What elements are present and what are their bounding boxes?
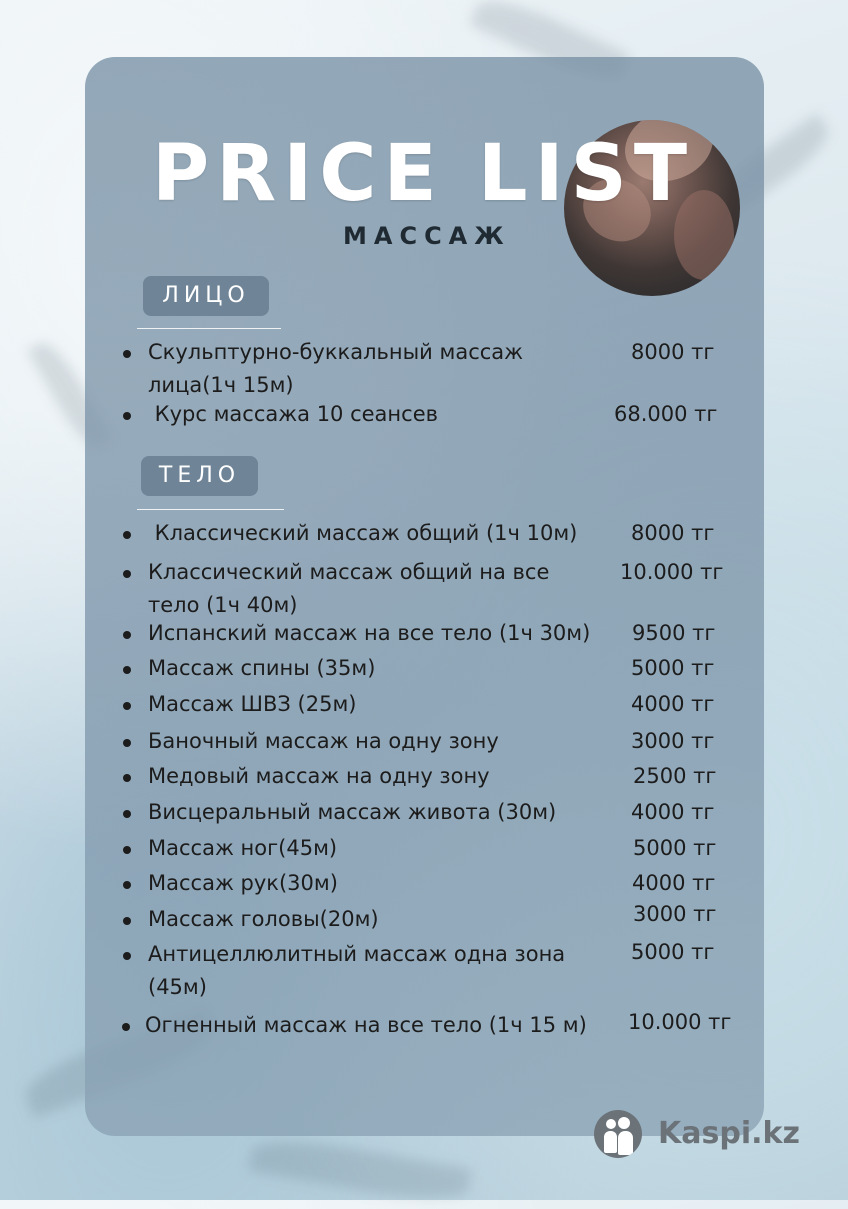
bullet-icon <box>123 702 131 710</box>
bullet-icon <box>123 531 131 539</box>
service-name: Массаж рук(30м) <box>148 871 338 895</box>
service-name: Массаж ШВЗ (25м) <box>148 692 357 716</box>
section-label-face: ЛИЦО <box>143 276 269 316</box>
kaspi-logo-icon <box>594 1110 642 1158</box>
service-price: 4000 тг <box>632 871 716 895</box>
service-name: Висцеральный массаж живота (30м) <box>148 800 557 824</box>
service-price: 5000 тг <box>633 836 717 860</box>
price-row <box>118 398 738 458</box>
bullet-icon <box>123 631 131 639</box>
bullet-icon <box>123 739 131 747</box>
service-name: Испанский массаж на все тело (1ч 30м) <box>148 621 591 645</box>
bullet-icon <box>122 1023 130 1031</box>
page-title: PRICE LIST <box>152 129 695 219</box>
service-price: 10.000 тг <box>620 560 724 584</box>
service-price: 3000 тг <box>633 902 717 926</box>
service-name: Баночный массаж на одну зону <box>148 729 499 753</box>
service-name: Классический массаж общий на все тело (1ч 40м) <box>148 560 550 617</box>
price-row <box>118 556 738 616</box>
service-name: Антицеллюлитный массаж одна зона (45м) <box>148 942 566 999</box>
section-label-body: ТЕЛО <box>141 456 258 496</box>
price-row <box>118 938 738 998</box>
service-name: Классический массаж общий (1ч 10м) <box>148 521 578 545</box>
service-name: Массаж головы(20м) <box>148 907 379 931</box>
bullet-icon <box>123 881 131 889</box>
service-price: 5000 тг <box>631 940 715 964</box>
service-price: 10.000 тг <box>628 1010 732 1034</box>
bullet-icon <box>123 666 131 674</box>
kaspi-watermark <box>594 1110 814 1160</box>
service-price: 4000 тг <box>631 800 715 824</box>
bullet-icon <box>123 412 131 420</box>
bullet-icon <box>123 570 131 578</box>
section-divider <box>137 328 281 329</box>
bullet-icon <box>123 350 131 358</box>
service-name: Огненный массаж на все тело (1ч 15 м) <box>145 1013 587 1037</box>
service-name: Медовый массаж на одну зону <box>148 764 490 788</box>
price-row <box>118 336 738 396</box>
service-name: Курс массажа 10 сеансев <box>148 402 439 426</box>
bullet-icon <box>123 846 131 854</box>
bullet-icon <box>123 952 131 960</box>
leaf-shadow <box>248 1131 472 1209</box>
service-price: 4000 тг <box>631 692 715 716</box>
bullet-icon <box>123 810 131 818</box>
service-price: 2500 тг <box>633 764 717 788</box>
section-divider <box>137 509 284 510</box>
service-price: 68.000 тг <box>614 402 718 426</box>
service-name: Скульптурно-буккальный массаж лица(1ч 15м) <box>148 340 524 397</box>
service-price: 3000 тг <box>631 729 715 753</box>
service-name: Массаж спины (35м) <box>148 656 376 680</box>
service-price: 5000 тг <box>631 656 715 680</box>
page-subtitle: МАССАЖ <box>343 222 511 250</box>
price-row <box>118 1009 738 1069</box>
service-name: Массаж ног(45м) <box>148 836 338 860</box>
service-price: 8000 тг <box>631 340 715 364</box>
service-price: 8000 тг <box>631 521 715 545</box>
bullet-icon <box>123 917 131 925</box>
service-price: 9500 тг <box>632 621 716 645</box>
kaspi-text: Kaspi.kz <box>658 1116 800 1151</box>
bullet-icon <box>123 774 131 782</box>
